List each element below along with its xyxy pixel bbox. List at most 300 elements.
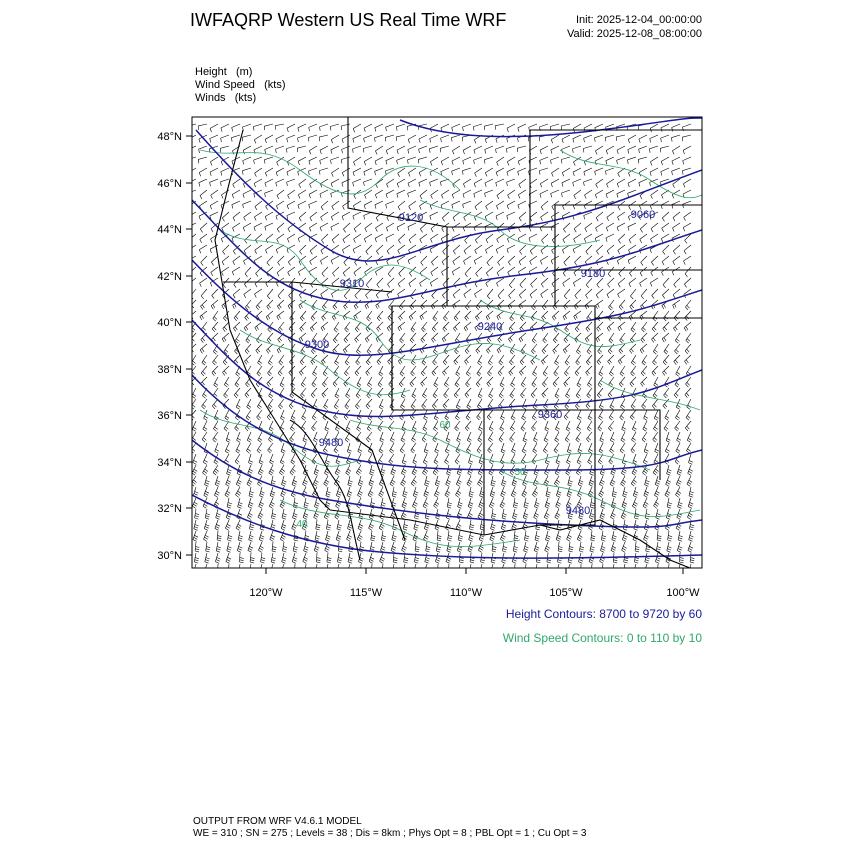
wind-barb bbox=[389, 410, 394, 420]
wind-barb bbox=[508, 256, 515, 265]
wind-barb bbox=[424, 487, 429, 497]
wind-barb bbox=[601, 542, 606, 552]
wind-barb bbox=[245, 234, 251, 244]
wind-barb bbox=[248, 542, 253, 552]
wind-barb bbox=[365, 190, 373, 199]
wind-barb bbox=[521, 388, 527, 398]
wind-barb bbox=[502, 509, 507, 519]
wind-barb bbox=[553, 344, 559, 354]
wind-barb bbox=[523, 509, 528, 519]
wind-barb bbox=[244, 322, 251, 331]
wind-barb bbox=[573, 146, 582, 153]
wind-barb bbox=[343, 234, 350, 243]
wind-barb bbox=[653, 421, 658, 431]
height-contour-label: 9480 bbox=[318, 437, 344, 449]
wind-barb bbox=[485, 190, 493, 197]
wind-barb bbox=[583, 146, 592, 152]
wind-barb bbox=[673, 322, 680, 331]
wind-barb bbox=[574, 300, 581, 309]
wind-barb bbox=[265, 135, 273, 143]
wind-barb bbox=[365, 223, 372, 232]
wind-barb bbox=[553, 267, 560, 277]
wind-barb bbox=[463, 124, 472, 131]
wind-barb bbox=[268, 355, 273, 365]
wind-barb bbox=[336, 498, 341, 508]
wind-barb bbox=[525, 564, 529, 574]
wind-barb bbox=[257, 399, 262, 409]
wind-barb bbox=[683, 157, 691, 164]
wind-barb bbox=[386, 124, 394, 131]
wind-barb bbox=[199, 245, 207, 253]
wind-barb bbox=[246, 333, 251, 343]
wind-barb bbox=[402, 542, 407, 552]
wind-barb bbox=[662, 289, 669, 298]
wind-barb bbox=[445, 487, 450, 497]
wind-barb bbox=[354, 190, 361, 199]
wind-barb bbox=[492, 509, 497, 519]
wind-barb bbox=[421, 333, 427, 343]
wind-barb bbox=[392, 531, 397, 541]
wind-barb bbox=[446, 476, 451, 486]
wind-barb bbox=[297, 146, 306, 152]
wind-barb bbox=[589, 476, 594, 486]
wind-barb bbox=[485, 179, 493, 187]
wind-barb bbox=[673, 300, 680, 309]
wind-barb bbox=[536, 564, 541, 574]
wind-barb bbox=[419, 146, 427, 153]
wind-barb bbox=[387, 179, 395, 188]
wind-barb bbox=[441, 179, 450, 186]
wind-barb bbox=[664, 344, 669, 354]
wind-barb bbox=[654, 487, 659, 497]
wind-barb bbox=[331, 157, 340, 164]
wind-barb bbox=[478, 388, 482, 398]
wind-barb bbox=[599, 443, 603, 453]
wind-barb bbox=[423, 465, 428, 475]
wind-barb bbox=[512, 443, 516, 453]
wind-barb bbox=[448, 531, 453, 541]
wind-barb bbox=[655, 520, 660, 530]
wind-barb bbox=[661, 135, 669, 142]
wind-barb bbox=[398, 245, 405, 254]
wind-barb bbox=[437, 531, 441, 541]
wind-barb bbox=[442, 333, 449, 342]
wind-barb bbox=[445, 454, 450, 464]
wind-barb bbox=[488, 443, 493, 453]
wind-barb bbox=[277, 234, 284, 243]
wind-barb bbox=[652, 366, 658, 376]
wind-barb bbox=[441, 124, 449, 132]
wind-barb bbox=[367, 377, 372, 387]
wind-barb bbox=[564, 289, 570, 299]
wind-barb bbox=[248, 498, 253, 508]
wind-barb bbox=[509, 278, 515, 288]
wind-barb bbox=[396, 124, 405, 131]
wind-barb bbox=[259, 498, 264, 508]
wind-barb bbox=[423, 421, 427, 431]
wind-barb bbox=[620, 366, 625, 376]
wind-barb bbox=[618, 289, 625, 298]
wind-barb bbox=[305, 564, 309, 574]
wind-barb bbox=[668, 531, 673, 541]
wind-barb bbox=[456, 487, 461, 497]
wind-barb bbox=[199, 146, 207, 153]
wind-barb bbox=[556, 531, 561, 541]
wind-barb bbox=[541, 201, 548, 210]
wind-barb bbox=[683, 223, 691, 231]
height-contour-caption: Height Contours: 8700 to 9720 by 60 bbox=[505, 607, 702, 621]
wind-barb bbox=[341, 124, 350, 130]
wind-barb bbox=[663, 311, 669, 321]
wind-barb bbox=[311, 355, 317, 365]
wind-barb bbox=[622, 498, 627, 508]
wind-barb bbox=[271, 553, 276, 563]
wind-barb bbox=[650, 278, 658, 286]
wind-barb bbox=[364, 234, 372, 242]
wind-barb bbox=[674, 311, 680, 321]
wind-barb bbox=[225, 487, 230, 497]
wind-barb bbox=[410, 300, 416, 310]
wind-barb bbox=[685, 355, 692, 365]
wind-barb bbox=[650, 135, 658, 142]
wind-barb bbox=[588, 410, 592, 420]
wind-barb bbox=[452, 267, 460, 275]
wind-barb bbox=[545, 542, 550, 552]
wind-barb bbox=[640, 311, 647, 320]
wind-barb bbox=[475, 311, 482, 320]
wind-barb bbox=[586, 355, 592, 365]
wind-barb bbox=[358, 476, 363, 486]
wind-barb bbox=[272, 542, 276, 552]
wind-barb bbox=[586, 245, 592, 255]
wind-barb bbox=[663, 355, 669, 365]
wind-barb bbox=[212, 399, 218, 409]
wind-barb bbox=[462, 168, 471, 175]
wind-barb bbox=[369, 476, 374, 486]
wind-barb bbox=[634, 520, 639, 530]
wind-barb bbox=[653, 432, 658, 442]
wind-barb bbox=[194, 520, 199, 530]
wind-barb bbox=[457, 465, 462, 475]
wind-barb bbox=[574, 190, 581, 199]
wind-barb bbox=[601, 531, 606, 541]
wind-barb bbox=[588, 454, 592, 464]
wind-barb bbox=[387, 322, 394, 331]
wind-barb bbox=[438, 564, 442, 574]
wind-barb bbox=[640, 344, 647, 353]
wind-barb bbox=[386, 146, 394, 154]
wind-barb bbox=[496, 245, 504, 253]
wind-barb bbox=[628, 135, 636, 143]
wind-barb bbox=[498, 256, 504, 266]
wind-barb bbox=[276, 135, 284, 143]
wind-barb bbox=[667, 498, 672, 508]
wind-barb bbox=[575, 366, 581, 376]
wind-barb bbox=[441, 135, 449, 142]
wind-barb bbox=[266, 311, 273, 320]
wind-barb bbox=[487, 377, 493, 387]
wind-barb bbox=[321, 289, 328, 298]
wind-barb bbox=[309, 157, 317, 165]
wind-barb bbox=[390, 476, 395, 486]
wind-barb bbox=[630, 377, 636, 387]
wind-barb bbox=[396, 135, 405, 141]
wind-barb bbox=[684, 212, 691, 221]
wind-barb bbox=[326, 531, 331, 541]
wind-barb bbox=[361, 564, 365, 574]
wind-barb bbox=[246, 377, 252, 387]
wind-barb bbox=[446, 432, 450, 442]
wind-barb bbox=[399, 267, 405, 277]
wind-barb bbox=[565, 355, 570, 365]
wind-barb bbox=[606, 190, 614, 198]
wind-barb bbox=[433, 311, 438, 321]
wind-barb bbox=[673, 212, 680, 221]
wind-barb bbox=[524, 498, 529, 508]
wind-barb bbox=[386, 234, 394, 242]
wind-barb bbox=[621, 432, 625, 442]
wind-barb bbox=[365, 333, 372, 342]
wind-barb bbox=[486, 245, 494, 254]
wind-barb bbox=[364, 201, 372, 209]
wind-barb bbox=[642, 399, 647, 409]
wind-barb bbox=[294, 564, 298, 574]
wind-barb bbox=[529, 234, 537, 242]
wind-barb bbox=[620, 333, 625, 343]
wind-barb bbox=[332, 234, 339, 243]
wind-barb bbox=[260, 487, 265, 497]
wind-barb bbox=[518, 168, 526, 175]
wind-barb bbox=[234, 311, 240, 321]
wind-barb bbox=[322, 377, 328, 387]
wind-barb bbox=[620, 443, 625, 453]
model-config-line: WE = 310 ; SN = 275 ; Levels = 38 ; Dis = 8km ; Phys Opt = 8 ; PBL Opt = 1 ; Cu Opt = 3 bbox=[193, 828, 587, 839]
wind-barb bbox=[663, 245, 669, 255]
wind-barb bbox=[408, 168, 416, 177]
wind-barb bbox=[544, 509, 549, 519]
wind-barb bbox=[331, 223, 339, 231]
wind-barb bbox=[277, 190, 284, 199]
wind-barb bbox=[309, 168, 318, 175]
wind-barb bbox=[689, 564, 694, 574]
wind-barb bbox=[320, 157, 328, 164]
wind-barb bbox=[507, 124, 515, 132]
wind-barb bbox=[455, 454, 460, 464]
wind-barb bbox=[311, 311, 317, 321]
wind-barb bbox=[518, 190, 526, 198]
wind-barb bbox=[595, 168, 603, 175]
wind-barb bbox=[562, 190, 571, 197]
wind-barb bbox=[379, 399, 383, 409]
wind-barb bbox=[233, 179, 240, 188]
wind-barb bbox=[622, 421, 626, 431]
wind-barb bbox=[287, 212, 295, 220]
wind-barb bbox=[640, 223, 647, 232]
wind-barb bbox=[474, 179, 482, 187]
wind-barb bbox=[616, 135, 625, 141]
wind-barb bbox=[617, 190, 625, 198]
wind-barb bbox=[578, 443, 582, 453]
wind-barb bbox=[255, 322, 262, 331]
wind-barb bbox=[431, 234, 439, 243]
wind-barb bbox=[543, 443, 548, 453]
wind-barb bbox=[270, 454, 274, 464]
wind-barb bbox=[546, 487, 551, 497]
wind-barb bbox=[213, 432, 218, 442]
wind-barb bbox=[630, 344, 637, 354]
wind-barbs bbox=[187, 124, 694, 574]
wind-barb bbox=[607, 289, 614, 298]
wind-barb bbox=[279, 465, 284, 475]
wind-barb bbox=[356, 355, 361, 365]
wind-barb bbox=[566, 388, 571, 398]
wind-barb bbox=[201, 256, 207, 266]
wind-barb bbox=[313, 476, 318, 486]
wind-barb bbox=[272, 509, 277, 519]
wind-barb bbox=[358, 520, 363, 530]
wind-barb bbox=[617, 179, 625, 187]
wind-barb bbox=[243, 190, 251, 198]
wind-barb bbox=[388, 278, 395, 288]
wind-barb bbox=[366, 322, 372, 332]
wind-barb bbox=[638, 157, 647, 163]
wind-barb bbox=[557, 564, 562, 574]
wind-barb bbox=[466, 443, 471, 453]
wind-barb bbox=[540, 190, 548, 198]
wind-barb bbox=[465, 388, 471, 398]
wind-barb bbox=[265, 168, 273, 176]
wind-barb bbox=[288, 267, 295, 276]
wind-barb bbox=[585, 223, 592, 232]
wind-barb bbox=[452, 146, 460, 154]
wind-barb bbox=[419, 135, 427, 143]
wind-barb bbox=[357, 531, 362, 541]
wind-barb bbox=[575, 322, 581, 332]
wind-barb bbox=[380, 432, 384, 442]
wind-barb bbox=[349, 542, 354, 552]
wind-barb bbox=[287, 201, 295, 209]
wind-barb bbox=[597, 322, 603, 332]
wind-barb bbox=[562, 179, 570, 187]
wind-barb bbox=[364, 212, 372, 219]
wind-barb bbox=[680, 553, 684, 563]
wind-barb bbox=[632, 388, 636, 398]
wind-barb bbox=[498, 366, 504, 376]
wind-barb bbox=[499, 432, 504, 442]
wind-barb bbox=[490, 531, 495, 541]
wind-barb bbox=[202, 355, 207, 365]
wind-barb bbox=[606, 146, 614, 154]
wind-barb bbox=[302, 410, 306, 420]
wind-barb bbox=[200, 234, 207, 243]
wind-barb bbox=[598, 421, 603, 431]
wind-barb bbox=[364, 179, 373, 186]
wind-barb bbox=[353, 201, 361, 209]
wind-barb bbox=[651, 234, 659, 243]
wind-barb bbox=[639, 135, 647, 143]
wind-barb bbox=[443, 366, 450, 376]
wind-barb bbox=[662, 333, 669, 342]
wind-barb bbox=[542, 388, 548, 398]
wind-barb bbox=[519, 212, 526, 221]
wind-barb bbox=[588, 443, 592, 453]
wind-barb bbox=[609, 454, 614, 464]
wind-barb bbox=[452, 190, 460, 198]
wind-barb bbox=[423, 454, 427, 464]
wind-barb bbox=[200, 190, 207, 199]
wind-barb bbox=[190, 344, 197, 354]
wind-barb bbox=[586, 289, 593, 299]
wind-barb bbox=[441, 190, 449, 199]
wind-barb bbox=[436, 509, 441, 519]
wind-barb bbox=[522, 443, 526, 453]
wind-barb bbox=[650, 168, 658, 176]
wind-barb bbox=[343, 344, 350, 353]
wind-barb bbox=[452, 157, 460, 165]
wind-barb bbox=[204, 564, 209, 574]
wind-barb bbox=[595, 190, 603, 198]
wind-barb bbox=[474, 146, 482, 154]
wind-barb bbox=[309, 146, 317, 154]
wind-barb bbox=[675, 454, 680, 464]
wind-barb bbox=[277, 311, 284, 320]
wind-barb bbox=[553, 333, 559, 343]
wind-barb bbox=[347, 564, 352, 574]
wind-barb bbox=[388, 355, 394, 365]
wind-barb bbox=[667, 542, 672, 552]
wind-barb bbox=[475, 234, 482, 243]
wind-barb bbox=[464, 245, 471, 254]
wind-barb bbox=[619, 267, 625, 277]
wind-barb bbox=[532, 377, 537, 387]
wind-barb bbox=[577, 410, 581, 420]
wind-barb bbox=[524, 531, 529, 541]
wind-barb bbox=[453, 212, 460, 221]
wind-barb bbox=[497, 190, 504, 199]
wind-barb bbox=[467, 399, 471, 409]
wind-barb bbox=[336, 454, 340, 464]
wind-barb bbox=[432, 322, 438, 332]
wind-barb bbox=[303, 553, 308, 563]
lat-tick-label: 38°N bbox=[157, 364, 182, 376]
wind-barb bbox=[656, 509, 661, 519]
wind-barb bbox=[475, 278, 482, 287]
wind-barb bbox=[447, 542, 452, 552]
wind-barb bbox=[507, 245, 515, 253]
wind-barb bbox=[267, 289, 273, 299]
wind-barb bbox=[355, 366, 361, 376]
wind-barb bbox=[455, 344, 461, 354]
lat-tick-label: 30°N bbox=[157, 550, 182, 562]
wind-barb bbox=[400, 366, 405, 376]
wind-barb bbox=[375, 157, 383, 165]
wind-barb bbox=[245, 344, 251, 354]
lat-tick-label: 40°N bbox=[157, 317, 182, 329]
wind-barb bbox=[201, 366, 207, 376]
wind-barb bbox=[645, 476, 650, 486]
wind-barb bbox=[631, 366, 636, 376]
wind-barb bbox=[220, 146, 229, 152]
wind-barb bbox=[503, 542, 508, 552]
wind-barb bbox=[530, 289, 537, 298]
wind-barb bbox=[430, 135, 438, 142]
wind-barb bbox=[488, 355, 493, 365]
wind-barb bbox=[668, 564, 672, 574]
wind-barb bbox=[357, 498, 362, 508]
wind-barb bbox=[607, 212, 614, 221]
wind-barb bbox=[333, 377, 339, 387]
wind-barb bbox=[640, 267, 647, 276]
